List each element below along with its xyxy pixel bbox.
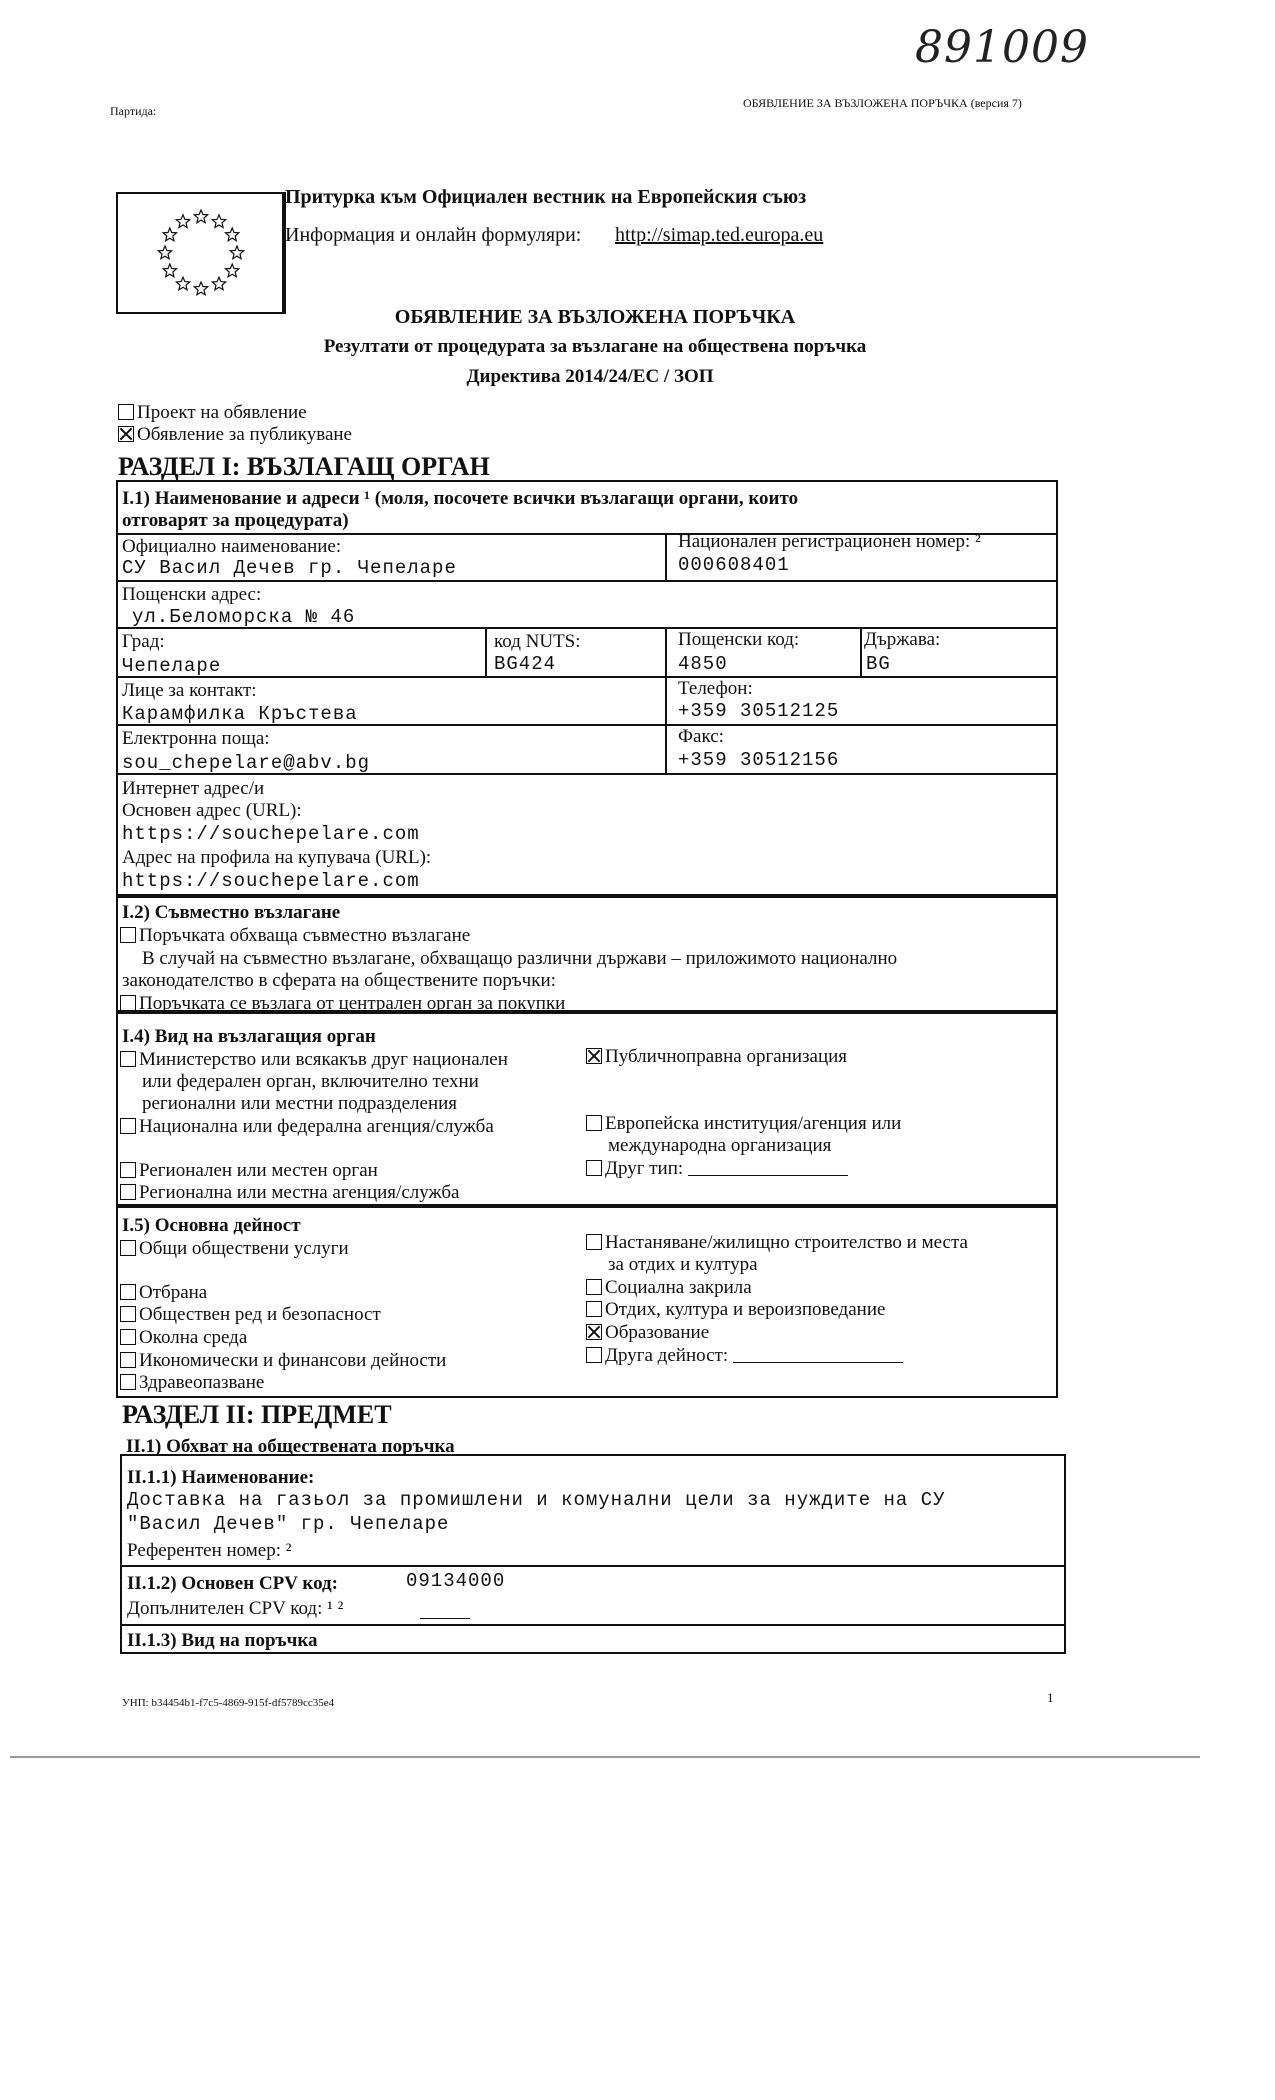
public-order-option[interactable]: Обществен ред и безопасност [120,1304,381,1326]
education-checkbox[interactable] [586,1324,602,1340]
education-option[interactable]: Образование [586,1322,709,1344]
ministry-option-line3: регионални или местни подразделения [142,1093,458,1114]
joint-note: В случай на съвместно възлагане, обхващащо различни държави – приложимото национално [142,948,898,969]
i1-heading-cont: отговарят за процедурата) [122,510,349,531]
public-law-checkbox[interactable] [586,1048,602,1064]
general-services-option[interactable]: Общи обществени услуги [120,1238,349,1260]
buyer-url-label: Адрес на профила на купувача (URL): [122,847,432,868]
fax-value[interactable]: +359 30512156 [678,749,840,771]
postal-value[interactable]: ул.Беломорска № 46 [132,606,356,628]
joint-note-cont: законодателство в сферата на обществените поръчки: [122,970,556,991]
additional-cpv-field[interactable] [420,1618,470,1619]
eu-info-label: Информация и онлайн формуляри: [285,224,582,246]
ministry-option[interactable]: Министерство или всякакъв друг национален [120,1049,508,1071]
social-checkbox[interactable] [586,1279,602,1295]
eu-supplement: Притурка към Официален вестник на Европейския съюз [285,186,807,208]
recreation-option[interactable]: Отдих, култура и вероизповедание [586,1299,885,1321]
phone-label: Телефон: [678,678,753,699]
housing-option[interactable]: Настаняване/жилищно строителство и места [586,1232,968,1254]
i1-heading: I.1) Наименование и адреси ¹ (моля, посочете всички възлагащи органи, които [122,488,799,509]
general-services-checkbox[interactable] [120,1240,136,1256]
eu-star [212,277,225,290]
eu-institution-option-line2: международна организация [608,1135,832,1156]
reference-number-label: Референтен номер: ² [127,1540,292,1561]
eu-star [163,264,176,277]
scan-edge-line [10,1756,1200,1758]
ministry-checkbox[interactable] [120,1051,136,1067]
joint-procurement-option[interactable]: Поръчката обхваща съвместно възлагане [120,925,470,947]
draft-checkbox[interactable] [118,404,134,420]
main-url-value[interactable]: https://souchepelare.com [122,823,420,845]
nuts-label: код NUTS: [494,631,581,652]
nuts-value[interactable]: BG424 [494,653,557,675]
public-order-checkbox[interactable] [120,1306,136,1322]
eu-institution-checkbox[interactable] [586,1115,602,1131]
postal-label: Пощенски адрес: [122,584,262,605]
phone-value[interactable]: +359 30512125 [678,700,840,722]
eu-star [212,215,225,228]
defence-option[interactable]: Отбрана [120,1282,207,1304]
ii12-heading: II.1.2) Основен CPV код: [127,1573,338,1594]
ministry-option-line2: или федерален орган, включително техни [142,1071,479,1092]
i5-heading: I.5) Основна дейност [122,1215,301,1236]
ii13-heading: II.1.3) Вид на поръчка [127,1630,318,1651]
country-value[interactable]: BG [866,653,891,675]
environment-option[interactable]: Околна среда [120,1327,247,1349]
other-activity-field[interactable] [733,1362,903,1363]
ii11-heading: II.1.1) Наименование: [127,1467,315,1488]
notice-title: ОБЯВЛЕНИЕ ЗА ВЪЗЛОЖЕНА ПОРЪЧКА [394,306,796,328]
batch-label: Партида: [110,104,157,118]
internet-label: Интернет адрес/и [122,778,265,799]
uin-code: УНП: b34454b1-f7c5-4869-915f-df5789cc35e4 [122,1697,335,1709]
town-label: Град: [122,631,165,652]
buyer-url-value[interactable]: https://souchepelare.com [122,870,420,892]
other-type-field[interactable] [688,1175,848,1176]
health-option[interactable]: Здравеопазване [120,1372,264,1394]
email-value[interactable]: sou_chepelare@abv.bg [122,752,371,774]
official-name-value[interactable]: СУ Васил Дечев гр. Чепеларе [122,557,457,579]
housing-checkbox[interactable] [586,1234,602,1250]
eu-institution-option[interactable]: Европейска институция/агенция или [586,1113,901,1135]
public-law-option[interactable]: Публичноправна организация [586,1046,847,1068]
section2-title: РАЗДЕЛ II: ПРЕДМЕТ [122,1400,392,1429]
nat-reg-label: Национален регистрационен номер: ² [678,531,981,552]
contract-name-line1[interactable]: Доставка на газьол за промишлени и комунални цели за нуждите на СУ [127,1489,946,1511]
eu-star [176,277,189,290]
eu-star [176,215,189,228]
other-type-checkbox[interactable] [586,1160,602,1176]
eu-star [230,246,243,259]
contact-value[interactable]: Карамфилка Кръстева [122,703,358,725]
main-url-label: Основен адрес (URL): [122,800,302,821]
eu-info-link[interactable]: http://simap.ted.europa.eu [615,224,824,246]
environment-checkbox[interactable] [120,1329,136,1345]
social-option[interactable]: Социална закрила [586,1277,752,1299]
housing-option-line2: за отдих и култура [608,1254,758,1275]
eu-divider [282,192,284,312]
regional-agency-checkbox[interactable] [120,1184,136,1200]
postcode-value[interactable]: 4850 [678,653,728,675]
option-draft[interactable]: Проект на обявление [118,402,307,424]
option-publish[interactable]: Обявление за публикуване [118,424,352,446]
page-number: 1 [1047,1690,1054,1705]
economic-checkbox[interactable] [120,1352,136,1368]
eu-star [194,282,207,295]
email-label: Електронна поща: [122,728,270,749]
contract-name-line2[interactable]: "Васил Дечев" гр. Чепеларе [127,1513,450,1535]
eu-flag-icon [118,194,284,312]
town-value[interactable]: Чепеларе [122,655,222,677]
eu-star [226,228,239,241]
eu-star [163,228,176,241]
official-name-label: Официално наименование: [122,536,342,557]
handwritten-number: 891009 [915,22,1089,73]
section1-title: РАЗДЕЛ I: ВЪЗЛАГАЩ ОРГАН [118,452,490,481]
recreation-checkbox[interactable] [586,1301,602,1317]
joint-checkbox[interactable] [120,927,136,943]
central-body-option[interactable]: Поръчката се възлага от централен орган за покупки [120,993,565,1015]
eu-star [194,210,207,223]
economic-option[interactable]: Икономически и финансови дейности [120,1350,446,1372]
other-type-option[interactable]: Друг тип: [586,1158,848,1180]
national-agency-option[interactable]: Национална или федерална агенция/служба [120,1116,494,1138]
other-activity-checkbox[interactable] [586,1347,602,1363]
defence-checkbox[interactable] [120,1284,136,1300]
cpv-code-value[interactable]: 09134000 [406,1570,506,1592]
notice-directive: Директива 2014/24/ЕС / ЗОП [466,366,714,387]
central-checkbox[interactable] [120,995,136,1011]
eu-star [158,246,171,259]
i4-heading: I.4) Вид на възлагащия орган [122,1026,376,1047]
country-label: Държава: [864,629,941,650]
eu-star [226,264,239,277]
regional-authority-checkbox[interactable] [120,1162,136,1178]
i2-heading: I.2) Съвместно възлагане [122,902,341,923]
eu-flag [116,192,286,314]
postcode-label: Пощенски код: [678,629,800,650]
fax-label: Факс: [678,726,724,747]
ii1-heading: II.1) Обхват на обществената поръчка [126,1436,455,1457]
other-activity-option[interactable]: Друга дейност: [586,1345,903,1367]
form-version: ОБЯВЛЕНИЕ ЗА ВЪЗЛОЖЕНА ПОРЪЧКА (версия 7) [743,96,1022,110]
notice-subtitle: Резултати от процедурата за възлагане на обществена поръчка [323,336,867,357]
regional-agency-option[interactable]: Регионална или местна агенция/служба [120,1182,459,1204]
regional-authority-option[interactable]: Регионален или местен орган [120,1160,378,1182]
health-checkbox[interactable] [120,1374,136,1390]
national-agency-checkbox[interactable] [120,1118,136,1134]
nat-reg-value[interactable]: 000608401 [678,554,790,576]
contact-label: Лице за контакт: [122,680,257,701]
publish-checkbox[interactable] [118,426,134,442]
additional-cpv-label: Допълнителен CPV код: ¹ ² [127,1598,344,1619]
